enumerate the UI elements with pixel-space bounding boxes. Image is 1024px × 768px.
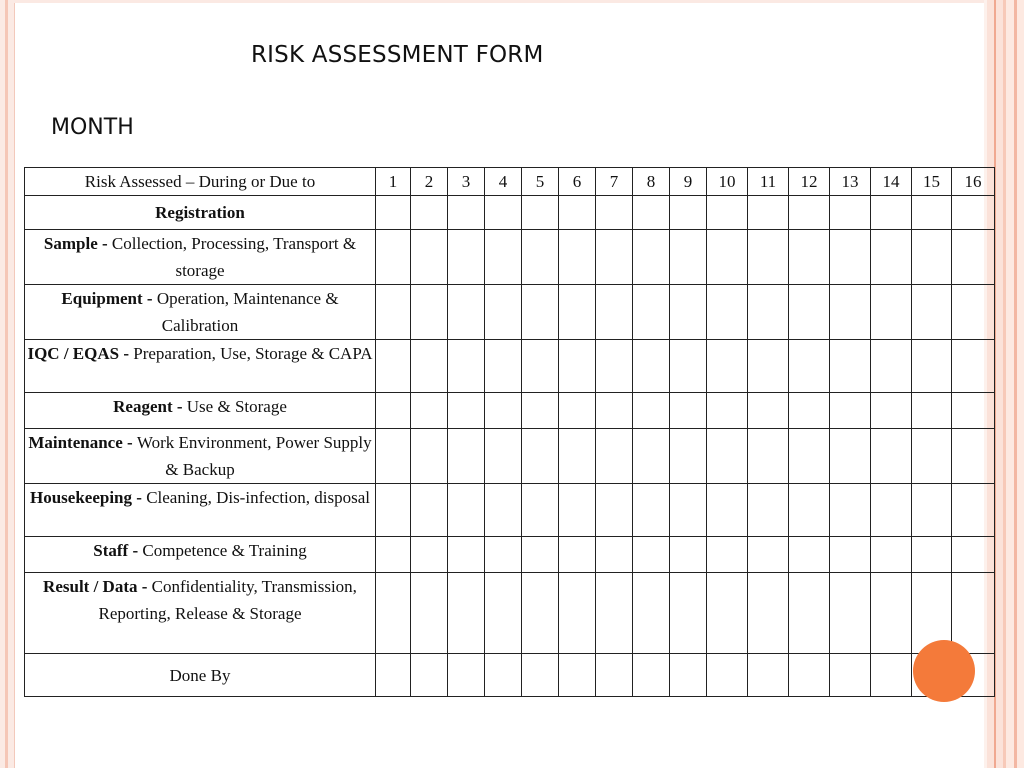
day-entry-cell[interactable] [596, 537, 633, 573]
day-entry-cell[interactable] [952, 285, 995, 340]
day-entry-cell[interactable] [748, 196, 789, 230]
day-entry-cell[interactable] [633, 537, 670, 573]
day-header: 1 [376, 168, 411, 196]
day-entry-cell[interactable] [485, 285, 522, 340]
day-entry-cell[interactable] [830, 537, 871, 573]
day-entry-cell[interactable] [522, 484, 559, 537]
risk-row [25, 340, 995, 393]
day-entry-cell[interactable] [633, 484, 670, 537]
day-entry-cell[interactable] [522, 340, 559, 393]
risk-row [25, 573, 995, 654]
day-entry-cell[interactable] [871, 429, 912, 484]
day-entry-cell[interactable] [485, 537, 522, 573]
risk-category: Sample - [43, 234, 112, 253]
day-header: 14 [871, 168, 912, 196]
day-entry-cell[interactable] [596, 484, 633, 537]
day-entry-cell[interactable] [448, 340, 485, 393]
day-entry-cell[interactable] [411, 393, 448, 429]
done-by-label: Done By [25, 654, 376, 697]
risk-category: Housekeeping - [30, 488, 147, 507]
header-row [25, 168, 995, 196]
day-header: 16 [952, 168, 995, 196]
risk-detail: Work Environment, Power Supply & Backup [136, 433, 372, 479]
day-entry-cell[interactable] [707, 196, 748, 230]
day-entry-cell[interactable] [670, 484, 707, 537]
done-by-cell[interactable] [522, 654, 559, 697]
risk-label-cell [25, 285, 376, 340]
day-entry-cell[interactable] [596, 285, 633, 340]
done-by-cell[interactable] [670, 654, 707, 697]
day-entry-cell[interactable] [522, 285, 559, 340]
day-entry-cell[interactable] [952, 196, 995, 230]
risk-label-cell [25, 196, 376, 230]
day-entry-cell[interactable] [707, 537, 748, 573]
day-entry-cell[interactable] [789, 573, 830, 654]
day-entry-cell[interactable] [522, 429, 559, 484]
day-entry-cell[interactable] [912, 537, 952, 573]
day-entry-cell[interactable] [830, 393, 871, 429]
day-entry-cell[interactable] [485, 340, 522, 393]
day-entry-cell[interactable] [559, 537, 596, 573]
day-entry-cell[interactable] [376, 285, 411, 340]
day-entry-cell[interactable] [748, 230, 789, 285]
day-entry-cell[interactable] [596, 340, 633, 393]
day-entry-cell[interactable] [411, 573, 448, 654]
day-entry-cell[interactable] [448, 196, 485, 230]
day-entry-cell[interactable] [789, 196, 830, 230]
day-entry-cell[interactable] [411, 285, 448, 340]
day-entry-cell[interactable] [376, 230, 411, 285]
day-entry-cell[interactable] [871, 285, 912, 340]
form-title: RISK ASSESSMENT FORM [251, 42, 544, 68]
day-entry-cell[interactable] [411, 196, 448, 230]
day-header: 13 [830, 168, 871, 196]
risk-row [25, 230, 995, 285]
risk-row [25, 537, 995, 573]
day-entry-cell[interactable] [912, 484, 952, 537]
day-entry-cell[interactable] [789, 484, 830, 537]
day-entry-cell[interactable] [912, 230, 952, 285]
day-entry-cell[interactable] [912, 429, 952, 484]
day-entry-cell[interactable] [952, 537, 995, 573]
done-by-cell[interactable] [559, 654, 596, 697]
risk-rows [25, 196, 995, 697]
day-entry-cell[interactable] [448, 285, 485, 340]
day-entry-cell[interactable] [485, 429, 522, 484]
day-entry-cell[interactable] [633, 340, 670, 393]
risk-label-cell [25, 573, 376, 654]
day-entry-cell[interactable] [670, 393, 707, 429]
day-entry-cell[interactable] [912, 285, 952, 340]
day-entry-cell[interactable] [559, 393, 596, 429]
done-by-cell[interactable] [411, 654, 448, 697]
day-entry-cell[interactable] [707, 340, 748, 393]
day-entry-cell[interactable] [522, 537, 559, 573]
day-entry-cell[interactable] [522, 230, 559, 285]
risk-row [25, 285, 995, 340]
day-entry-cell[interactable] [789, 340, 830, 393]
risk-label-cell [25, 537, 376, 573]
risk-category: IQC / EQAS - [27, 344, 134, 363]
day-entry-cell[interactable] [830, 285, 871, 340]
day-entry-cell[interactable] [596, 393, 633, 429]
day-entry-cell[interactable] [670, 537, 707, 573]
slide-frame-top [14, 0, 984, 3]
done-by-cell[interactable] [485, 654, 522, 697]
day-entry-cell[interactable] [912, 340, 952, 393]
risk-assessment-table [24, 167, 995, 697]
day-entry-cell[interactable] [485, 484, 522, 537]
done-by-row [25, 654, 995, 697]
day-entry-cell[interactable] [952, 340, 995, 393]
day-entry-cell[interactable] [559, 285, 596, 340]
day-entry-cell[interactable] [789, 285, 830, 340]
day-entry-cell[interactable] [871, 573, 912, 654]
day-entry-cell[interactable] [448, 429, 485, 484]
risk-detail: Collection, Processing, Transport & storage [111, 234, 357, 280]
risk-label-cell [25, 393, 376, 429]
header-label: Risk Assessed – During or Due to [25, 168, 376, 196]
day-entry-cell[interactable] [448, 537, 485, 573]
day-entry-cell[interactable] [559, 484, 596, 537]
day-entry-cell[interactable] [830, 230, 871, 285]
risk-label-cell [25, 340, 376, 393]
day-header: 7 [596, 168, 633, 196]
day-entry-cell[interactable] [830, 484, 871, 537]
day-entry-cell[interactable] [748, 484, 789, 537]
day-entry-cell[interactable] [748, 429, 789, 484]
day-entry-cell[interactable] [559, 196, 596, 230]
day-entry-cell[interactable] [707, 429, 748, 484]
orange-circle-decoration [913, 640, 975, 702]
risk-category: Reagent - [113, 397, 187, 416]
day-entry-cell[interactable] [952, 429, 995, 484]
slide-frame-left [0, 0, 15, 768]
day-entry-cell[interactable] [448, 230, 485, 285]
risk-label-cell [25, 429, 376, 484]
risk-row [25, 196, 995, 230]
day-entry-cell[interactable] [830, 196, 871, 230]
risk-label-cell [25, 230, 376, 285]
done-by-cell[interactable] [633, 654, 670, 697]
day-entry-cell[interactable] [912, 393, 952, 429]
day-entry-cell[interactable] [871, 230, 912, 285]
day-entry-cell[interactable] [485, 196, 522, 230]
day-entry-cell[interactable] [633, 429, 670, 484]
day-header: 2 [411, 168, 448, 196]
month-label: MONTH [51, 115, 134, 140]
day-entry-cell[interactable] [376, 340, 411, 393]
day-entry-cell[interactable] [748, 285, 789, 340]
risk-category: Staff - [93, 541, 143, 560]
day-entry-cell[interactable] [633, 230, 670, 285]
risk-detail: Use & Storage [186, 397, 287, 416]
day-entry-cell[interactable] [670, 340, 707, 393]
risk-row [25, 429, 995, 484]
day-entry-cell[interactable] [448, 573, 485, 654]
day-entry-cell[interactable] [376, 573, 411, 654]
risk-row [25, 393, 995, 429]
day-entry-cell[interactable] [522, 573, 559, 654]
done-by-cell[interactable] [748, 654, 789, 697]
day-entry-cell[interactable] [707, 393, 748, 429]
done-by-cell[interactable] [596, 654, 633, 697]
day-entry-cell[interactable] [670, 196, 707, 230]
day-entry-cell[interactable] [485, 573, 522, 654]
day-entry-cell[interactable] [670, 285, 707, 340]
day-entry-cell[interactable] [559, 573, 596, 654]
day-entry-cell[interactable] [448, 393, 485, 429]
day-entry-cell[interactable] [559, 340, 596, 393]
day-entry-cell[interactable] [707, 230, 748, 285]
day-entry-cell[interactable] [411, 429, 448, 484]
day-entry-cell[interactable] [871, 484, 912, 537]
risk-detail: Operation, Maintenance & Calibration [156, 289, 339, 335]
day-header: 5 [522, 168, 559, 196]
day-header: 12 [789, 168, 830, 196]
day-entry-cell[interactable] [596, 230, 633, 285]
done-by-cell[interactable] [707, 654, 748, 697]
risk-category: Maintenance - [28, 433, 137, 452]
day-entry-cell[interactable] [485, 230, 522, 285]
day-entry-cell[interactable] [411, 537, 448, 573]
day-header: 11 [748, 168, 789, 196]
day-entry-cell[interactable] [748, 573, 789, 654]
day-entry-cell[interactable] [633, 573, 670, 654]
day-entry-cell[interactable] [952, 393, 995, 429]
risk-detail: Confidentiality, Transmission, Reporting, Release & Storage [98, 577, 357, 623]
day-entry-cell[interactable] [789, 429, 830, 484]
day-entry-cell[interactable] [376, 484, 411, 537]
day-entry-cell[interactable] [633, 285, 670, 340]
day-entry-cell[interactable] [871, 393, 912, 429]
day-entry-cell[interactable] [830, 573, 871, 654]
done-by-cell[interactable] [789, 654, 830, 697]
day-entry-cell[interactable] [596, 196, 633, 230]
day-entry-cell[interactable] [633, 393, 670, 429]
day-entry-cell[interactable] [789, 230, 830, 285]
day-entry-cell[interactable] [830, 429, 871, 484]
risk-detail: Cleaning, Dis-infection, disposal [146, 488, 370, 507]
day-entry-cell[interactable] [871, 537, 912, 573]
day-entry-cell[interactable] [952, 573, 995, 654]
risk-detail: Preparation, Use, Storage & CAPA [133, 344, 373, 363]
day-entry-cell[interactable] [912, 196, 952, 230]
day-entry-cell[interactable] [485, 393, 522, 429]
day-entry-cell[interactable] [448, 484, 485, 537]
day-entry-cell[interactable] [596, 429, 633, 484]
day-entry-cell[interactable] [789, 393, 830, 429]
day-entry-cell[interactable] [411, 230, 448, 285]
day-header: 9 [670, 168, 707, 196]
day-header: 8 [633, 168, 670, 196]
day-entry-cell[interactable] [952, 230, 995, 285]
day-header: 10 [707, 168, 748, 196]
risk-category: Result / Data - [43, 577, 152, 596]
day-entry-cell[interactable] [411, 340, 448, 393]
day-entry-cell[interactable] [522, 196, 559, 230]
day-header: 3 [448, 168, 485, 196]
risk-row [25, 484, 995, 537]
day-entry-cell[interactable] [748, 537, 789, 573]
day-entry-cell[interactable] [830, 340, 871, 393]
day-entry-cell[interactable] [748, 340, 789, 393]
day-entry-cell[interactable] [376, 429, 411, 484]
day-entry-cell[interactable] [707, 285, 748, 340]
day-header: 6 [559, 168, 596, 196]
done-by-cell[interactable] [830, 654, 871, 697]
day-entry-cell[interactable] [871, 196, 912, 230]
done-by-cell[interactable] [376, 654, 411, 697]
day-entry-cell[interactable] [707, 573, 748, 654]
day-entry-cell[interactable] [376, 393, 411, 429]
risk-category: Registration [155, 203, 245, 222]
day-entry-cell[interactable] [789, 537, 830, 573]
day-entry-cell[interactable] [871, 340, 912, 393]
day-entry-cell[interactable] [411, 484, 448, 537]
day-entry-cell[interactable] [707, 484, 748, 537]
day-entry-cell[interactable] [559, 429, 596, 484]
done-by-cell[interactable] [448, 654, 485, 697]
day-entry-cell[interactable] [376, 196, 411, 230]
risk-label-cell [25, 484, 376, 537]
day-entry-cell[interactable] [952, 484, 995, 537]
risk-category: Equipment - [61, 289, 157, 308]
risk-detail: Competence & Training [142, 541, 307, 560]
day-entry-cell[interactable] [670, 230, 707, 285]
day-entry-cell[interactable] [670, 573, 707, 654]
done-by-cell[interactable] [871, 654, 912, 697]
day-entry-cell[interactable] [522, 393, 559, 429]
day-header: 15 [912, 168, 952, 196]
day-entry-cell[interactable] [670, 429, 707, 484]
day-entry-cell[interactable] [596, 573, 633, 654]
day-entry-cell[interactable] [376, 537, 411, 573]
day-header: 4 [485, 168, 522, 196]
day-entry-cell[interactable] [748, 393, 789, 429]
day-entry-cell[interactable] [633, 196, 670, 230]
day-entry-cell[interactable] [559, 230, 596, 285]
